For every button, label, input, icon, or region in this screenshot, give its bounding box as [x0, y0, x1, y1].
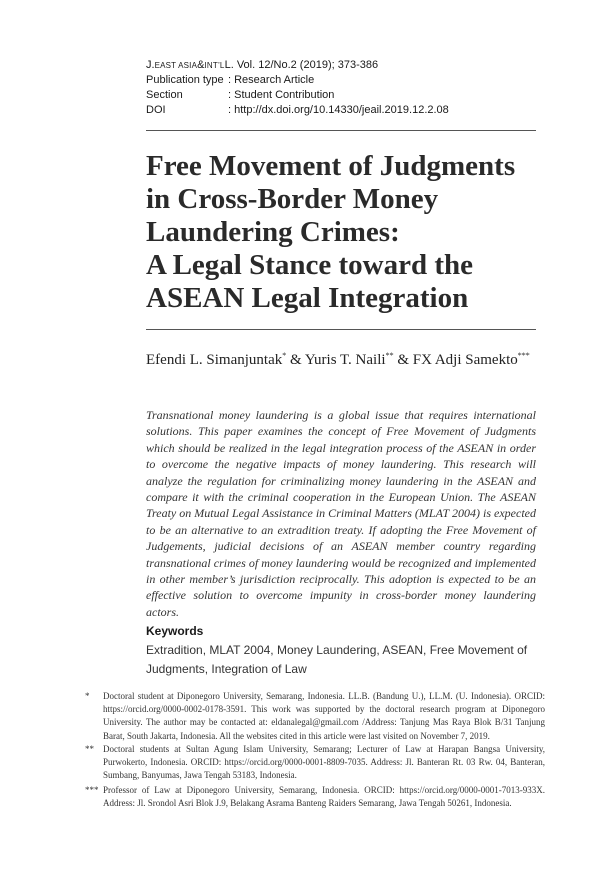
author-name: Yuris T. Naili [304, 352, 386, 368]
footnote-mark: ** [385, 351, 394, 360]
doi-row: DOI : http://dx.doi.org/10.14330/jeail.2019.12.2.08 [146, 104, 449, 116]
author-name: Efendi L. Simanjuntak [146, 352, 283, 368]
footnote-text: Doctoral students at Sultan Agung Islam University, Semarang; Lecturer of Law at Harapan Bangsa University, Purwokerto, Indonesia. ORCID: https://orcid.org/0000-0001-8809-7035. Address: Jl. Banteran Rt. 03 Rw. 04, Banteran, Sumbang, Banyumas, Jawa Tengah 53183, Indonesia. [103, 744, 545, 781]
footnote-text: Doctoral student at Diponegoro University, Semarang, Indonesia. LL.B. (Bandung U.), LL.M. (U. Indonesia). ORCID: https://orcid.org/0000-0002-0178-3591. This work was supported by the doctoral research program at Diponegoro University. The author may be contacted at: eldanalegal@gmail.com /Address: Tanjung Mas Raya Blok B/31 Tanjung Barat, South Jakarta, Indonesia. All the websites cited in this article were last visited on November 7, 2019. [103, 691, 545, 741]
footnote-mark: * [282, 351, 287, 360]
title-bottom-rule [146, 329, 536, 330]
publication-type-row: Publication type : Research Article [146, 74, 315, 86]
article-title: Free Movement of Judgments in Cross-Border Money Laundering Crimes: A Legal Stance toward the ASEAN Legal Integration [146, 150, 516, 314]
footnote [85, 743, 545, 783]
section-row: Section : Student Contribution [146, 89, 335, 101]
footnote-mark: *** [517, 351, 530, 360]
footnote [85, 690, 545, 743]
title-top-rule [146, 130, 536, 131]
footnote-mark: ** [85, 744, 94, 754]
footnote [85, 784, 545, 810]
journal-citation: J. EAST ASIA & INT’L L. Vol. 12/No.2 (2019); 373-386 [146, 59, 379, 71]
abstract: Transnational money laundering is a global issue that requires international solutions. This paper examines the concept of Free Movement of Judgments which should be realized in the legal integration process of the ASEAN in order to overcome the negative impacts of money laundering. This research will analyze the regulation for criminalizing money laundering in the ASEAN and compare it with the criminal cooperation in the European Union. The ASEAN Treaty on Mutual Legal Assistance in Criminal Matters (MLAT 2004) is expected to be an alternative to an extradition treaty. If adopting the Free Movement of Judgements, judicial decisions of an ASEAN member country regarding transnational crimes of money laundering would be recognized and implemented in other member’s jurisdiction reciprocally. This adoption is expected to be an effective solution to overcome impunity in cross-border money laundering actors. [146, 408, 536, 619]
footnote-mark: *** [85, 785, 99, 795]
keywords-list: Extradition, MLAT 2004, Money Laundering, ASEAN, Free Movement of Judgments, Integration of Law [146, 643, 528, 676]
footnote-mark: * [85, 691, 90, 701]
journal-header [146, 58, 546, 118]
doi-link[interactable]: : http://dx.doi.org/10.14330/jeail.2019.12.2.08 [228, 104, 449, 116]
author-name: FX Adji Samekto [412, 352, 518, 368]
author-line: Efendi L. Simanjuntak* & Yuris T. Naili** & FX Adji Samekto*** [146, 351, 530, 368]
keywords-heading: Keywords [146, 624, 204, 638]
footnote-text: Professor of Law at Diponegoro University, Semarang, Indonesia. ORCID: https://orcid.org/0000-0001-7013-933X. Address: Jl. Srondol Asri Blok J.9, Belakang Asrama Banteng Raiders Semarang, Jawa Tengah 50261, Indonesia. [103, 785, 545, 809]
